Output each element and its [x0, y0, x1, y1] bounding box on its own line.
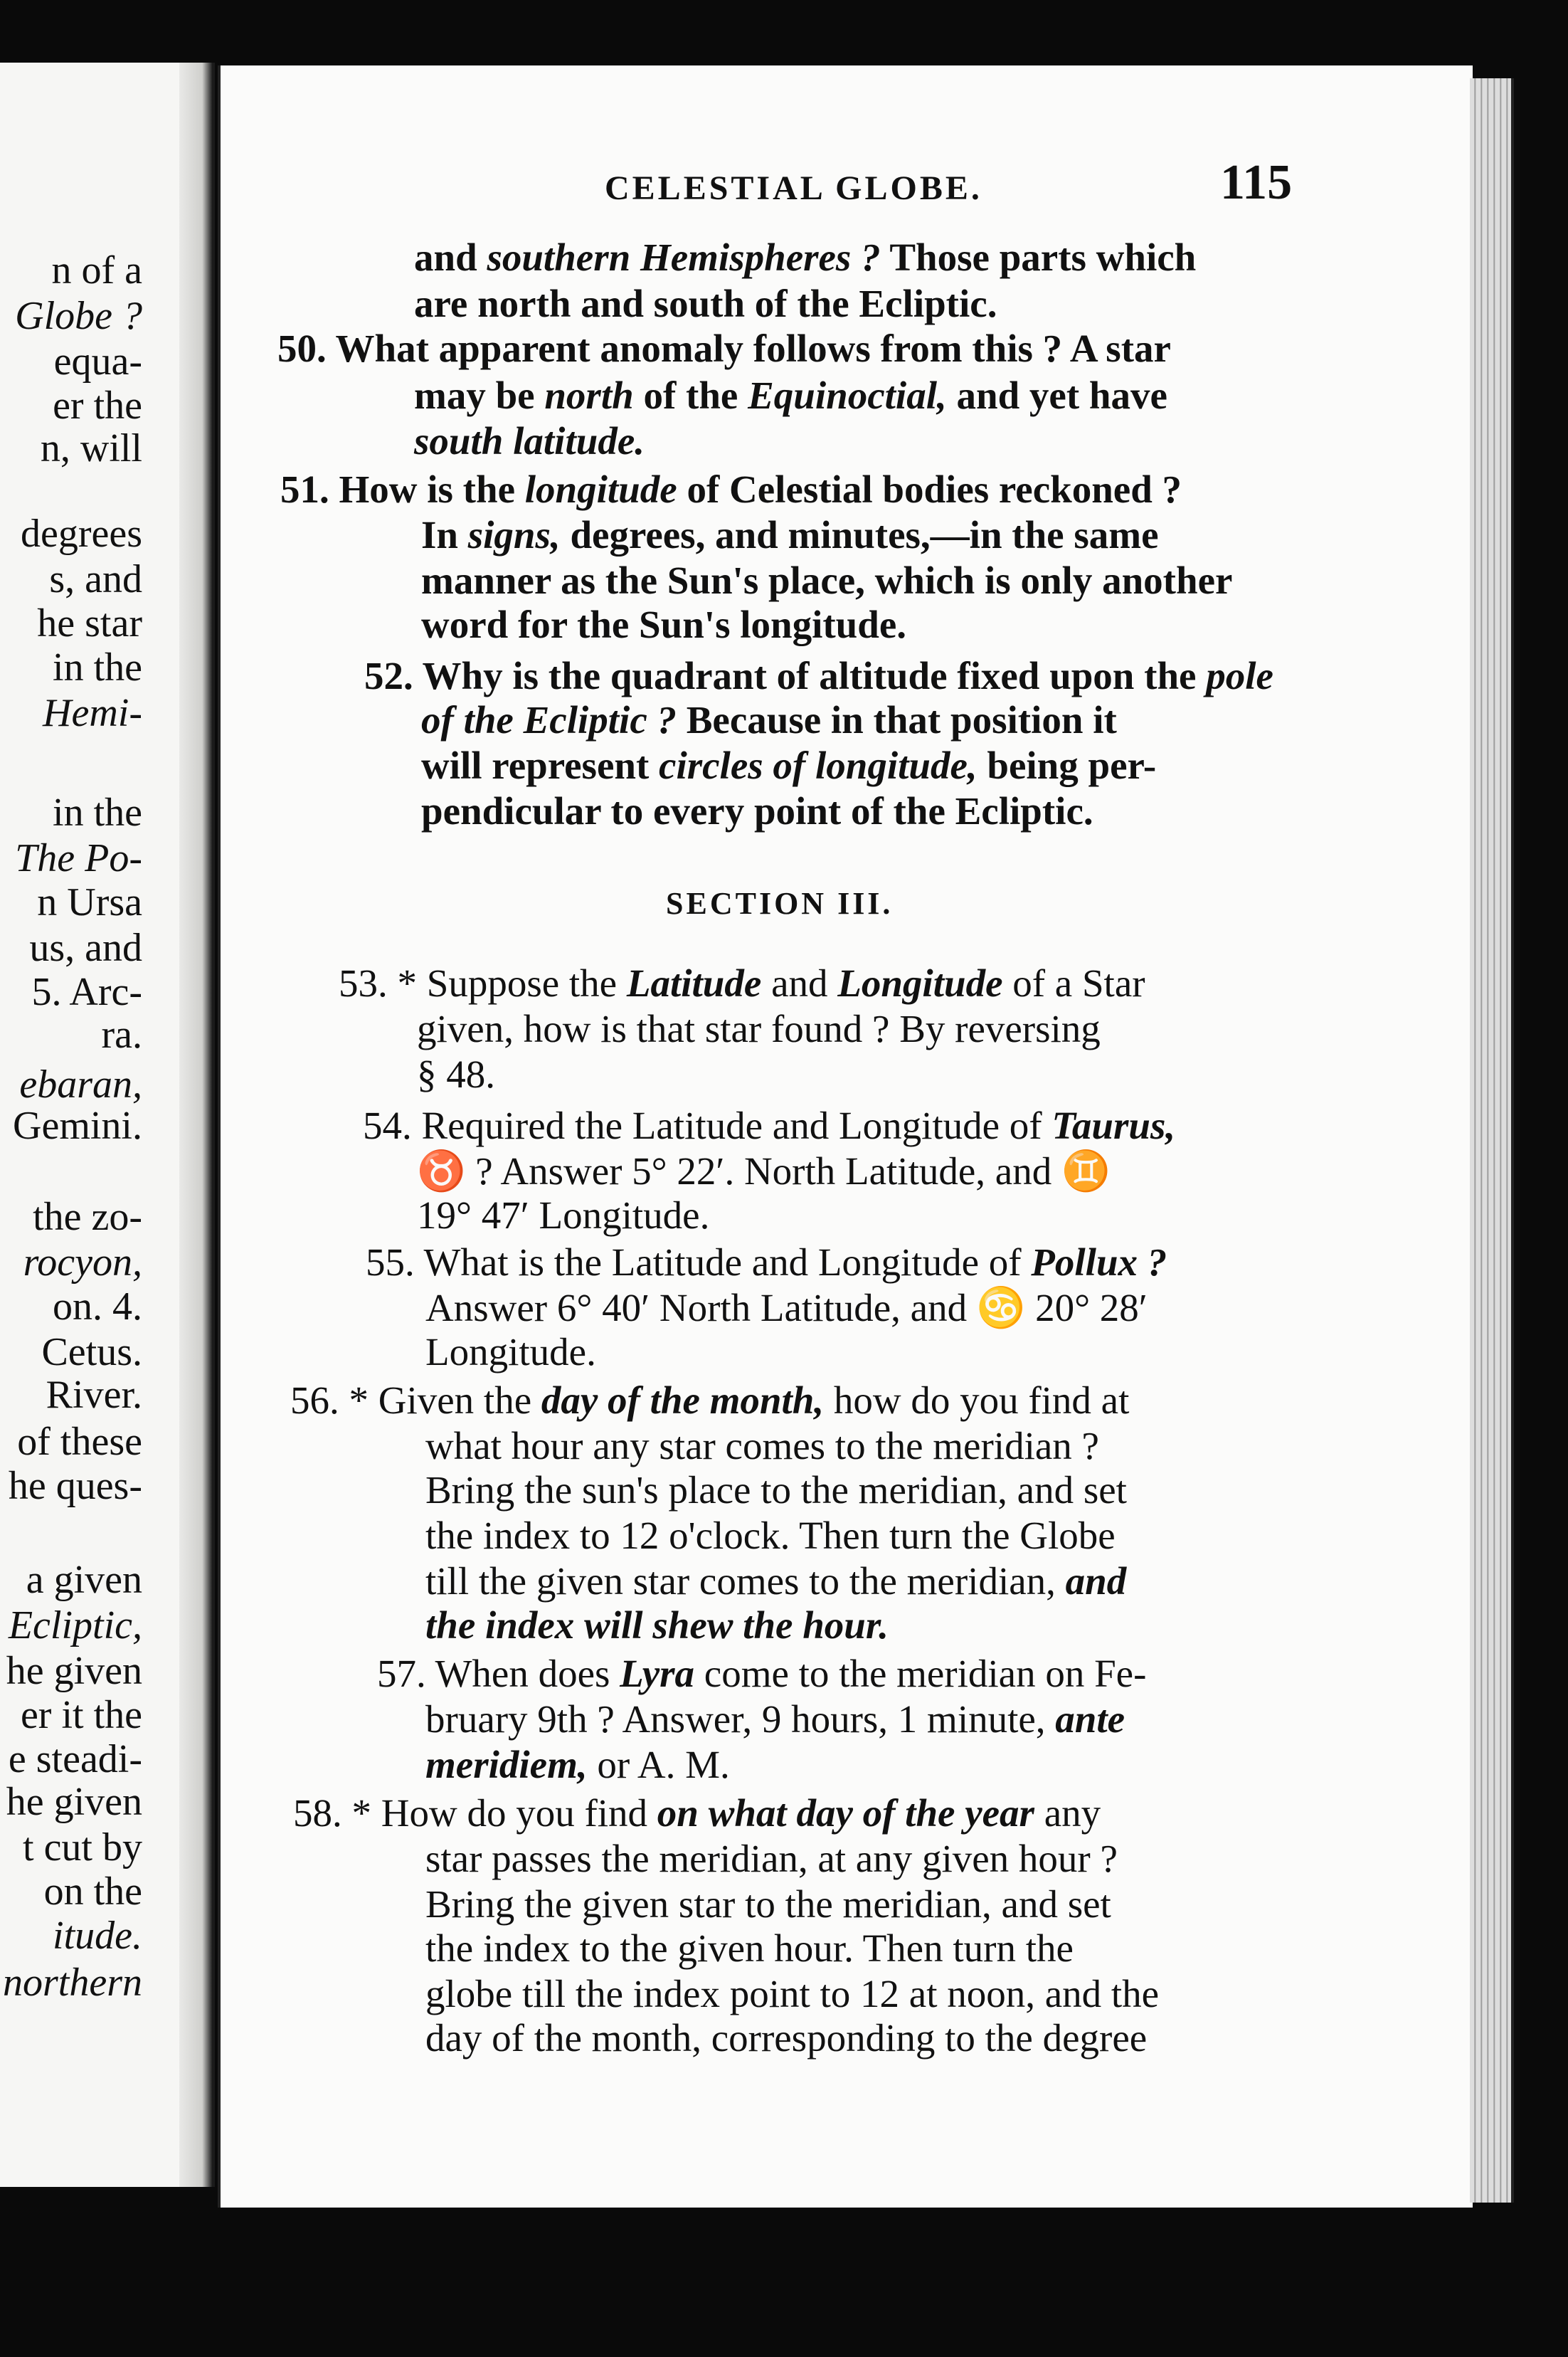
text-segment: § 48.: [417, 1053, 495, 1096]
text-segment: Longitude.: [425, 1330, 596, 1373]
text-segment: Answer 6° 40′ North Latitude, and ♋ 20° 28′: [425, 1286, 1148, 1329]
text-segment: Bring the given star to the meridian, and set: [425, 1882, 1111, 1926]
facing-page-line: rocyon,: [23, 1240, 142, 1285]
text-line: [417, 1006, 1101, 1052]
facing-page-line: Ecliptic,: [8, 1603, 142, 1647]
text-line: [421, 602, 906, 648]
text-segment: longitude: [524, 468, 677, 511]
text-segment: 55. What is the Latitude and Longitude of: [366, 1240, 1032, 1284]
facing-page-line: equa-: [53, 339, 142, 384]
facing-page-line: the zo-: [33, 1195, 142, 1239]
text-segment: 56. * Given the: [290, 1378, 541, 1422]
text-segment: day of the month, corresponding to the degree: [425, 2016, 1148, 2060]
facing-page-line: itude.: [53, 1914, 142, 1958]
text-segment: are north and south of the Ecliptic.: [414, 282, 997, 325]
text-segment: 57. When does: [377, 1652, 620, 1695]
facing-page-line: on the: [43, 1870, 142, 1914]
text-segment: Lyra: [620, 1652, 695, 1695]
text-segment: 54. Required the Latitude and Longitude of: [363, 1104, 1052, 1147]
text-segment: ♉ ? Answer 5° 22′. North Latitude, and ♊: [417, 1149, 1111, 1193]
text-line: [425, 1697, 1125, 1742]
text-line: [425, 1603, 889, 1648]
text-line: [421, 743, 1156, 789]
text-segment: 50. What apparent anomaly follows from this ?: [277, 327, 1063, 370]
facing-page-line: s, and: [49, 557, 142, 601]
text-segment: being per-: [977, 744, 1157, 787]
text-segment: 52. Why is the quadrant of altitude fixed upon the: [364, 654, 1207, 697]
text-segment: degrees, and minutes,—in the same: [560, 513, 1159, 557]
text-line: [280, 467, 1182, 512]
text-segment: how do you find at: [824, 1378, 1130, 1422]
facing-page-line: Hemi-: [43, 691, 142, 735]
facing-page-line: northern: [3, 1961, 142, 2005]
text-line: [414, 281, 997, 327]
facing-page-line: e steadi-: [8, 1737, 142, 1781]
facing-page-line: Globe ?: [15, 294, 142, 338]
text-segment: In: [421, 513, 468, 557]
facing-page-line: Cetus.: [41, 1330, 142, 1374]
section-heading: SECTION III.: [666, 886, 894, 921]
text-line: [425, 2015, 1147, 2061]
text-segment: Longitude: [837, 961, 1003, 1005]
page-number: 115: [1220, 155, 1293, 210]
facing-page-line: he ques-: [8, 1464, 142, 1508]
facing-page-line: Gemini.: [13, 1104, 142, 1148]
facing-page-line: er it the: [20, 1693, 142, 1737]
text-segment: Taurus,: [1051, 1104, 1176, 1147]
text-segment: of a Star: [1002, 961, 1145, 1005]
text-line: [421, 512, 1158, 558]
text-segment: signs,: [467, 513, 561, 557]
text-line: [290, 1378, 1129, 1423]
text-line: [417, 1193, 709, 1238]
facing-page-line: of these: [17, 1420, 142, 1464]
facing-page-line: he given: [6, 1780, 142, 1824]
text-segment: Equinoctial,: [748, 374, 947, 417]
facing-page-line: a given: [26, 1558, 142, 1602]
text-segment: on what day of the year: [657, 1791, 1034, 1835]
text-line: [421, 789, 1093, 834]
facing-page-line: ebaran,: [19, 1063, 142, 1107]
text-line: [363, 1103, 1175, 1149]
text-segment: or A. M.: [587, 1743, 730, 1786]
book-spine: [179, 63, 212, 2187]
text-segment: of the Ecliptic ?: [421, 698, 677, 742]
facing-page-line: in the: [53, 645, 142, 690]
text-segment: will represent: [421, 744, 659, 787]
text-segment: word for the Sun's longitude.: [421, 603, 907, 646]
text-segment: any: [1034, 1791, 1101, 1835]
facing-page-line: on. 4.: [53, 1285, 142, 1329]
text-segment: pendicular to every point of the Ecliptic.: [421, 789, 1093, 833]
text-segment: star passes the meridian, at any given hour ?: [425, 1837, 1118, 1880]
text-segment: Latitude: [626, 961, 762, 1005]
facing-page-line: 5. Arc-: [31, 970, 142, 1014]
facing-page-line: n of a: [51, 248, 142, 292]
text-line: [417, 1052, 495, 1097]
text-segment: and yet have: [946, 374, 1167, 417]
facing-page-line: t cut by: [23, 1825, 142, 1870]
text-segment: Those parts which: [880, 236, 1197, 279]
text-segment: Pollux ?: [1031, 1240, 1167, 1284]
page-edges: [1470, 78, 1514, 2203]
text-segment: 53. * Suppose the: [339, 961, 627, 1005]
text-line: [425, 1285, 1148, 1331]
facing-page-line: he star: [37, 601, 142, 645]
facing-page-line: ra.: [101, 1013, 142, 1057]
facing-page-line: The Po-: [15, 836, 142, 880]
text-line: [414, 373, 1167, 418]
text-segment: what hour any star comes to the meridian ?: [425, 1424, 1099, 1467]
text-segment: north: [544, 374, 634, 417]
text-segment: southern Hemispheres ?: [487, 236, 881, 279]
text-segment: manner as the Sun's place, which is only another: [421, 559, 1233, 602]
facing-page-line: River.: [46, 1373, 142, 1417]
text-line: [417, 1149, 1110, 1194]
text-line: [414, 418, 645, 464]
text-segment: 51. How is the: [280, 468, 525, 511]
text-line: [425, 1836, 1118, 1882]
text-segment: and: [414, 236, 487, 279]
text-line: [421, 697, 1117, 743]
text-line: [425, 1882, 1111, 1927]
text-line: [414, 235, 1196, 280]
text-segment: globe till the index point to 12 at noon, and the: [425, 1972, 1160, 2015]
facing-page-line: in the: [53, 791, 142, 835]
text-line: [421, 558, 1232, 603]
text-line: [425, 1467, 1127, 1513]
text-segment: come to the meridian on Fe-: [694, 1652, 1147, 1695]
text-segment: given, how is that star found ? By reversing: [417, 1007, 1101, 1050]
text-line: [425, 1423, 1099, 1469]
text-segment: and: [761, 961, 838, 1005]
text-line: [366, 1240, 1167, 1285]
facing-page-line: he given: [6, 1649, 142, 1693]
text-segment: till the given star comes to the meridian,: [425, 1559, 1066, 1603]
text-segment: 58. * How do you find: [293, 1791, 657, 1835]
text-line: [425, 1329, 596, 1375]
text-line: [425, 1742, 730, 1788]
text-segment: Bring the sun's place to the meridian, and set: [425, 1468, 1127, 1512]
text-segment: and: [1065, 1559, 1127, 1603]
facing-page-line: er the: [53, 384, 142, 428]
text-line: [425, 1926, 1074, 1971]
text-segment: south latitude.: [414, 419, 645, 463]
facing-page-line: us, and: [29, 926, 142, 970]
text-segment: meridiem,: [425, 1743, 588, 1786]
text-line: [364, 653, 1273, 699]
text-segment: pole: [1206, 654, 1273, 697]
text-segment: circles of longitude,: [659, 744, 978, 787]
text-line: [293, 1791, 1101, 1836]
text-segment: the index to the given hour. Then turn the: [425, 1926, 1074, 1970]
text-segment: bruary 9th ? Answer, 9 hours, 1 minute,: [425, 1697, 1056, 1741]
text-line: [425, 1971, 1159, 2017]
text-line: [377, 1651, 1146, 1697]
text-segment: Because in that position it: [676, 698, 1117, 742]
facing-page-line: n, will: [40, 426, 142, 470]
text-line: [425, 1559, 1126, 1604]
facing-page-line: degrees: [20, 512, 142, 556]
text-segment: ante: [1055, 1697, 1125, 1741]
text-segment: of the: [633, 374, 748, 417]
text-line: [339, 961, 1145, 1006]
text-line: [277, 326, 1171, 371]
text-segment: A star: [1062, 327, 1171, 370]
text-segment: 19° 47′ Longitude.: [417, 1193, 710, 1237]
text-segment: the index will shew the hour.: [425, 1603, 889, 1647]
facing-page-line: n Ursa: [37, 880, 142, 924]
text-segment: may be: [414, 374, 545, 417]
text-segment: day of the month,: [541, 1378, 825, 1422]
running-head: CELESTIAL GLOBE.: [605, 169, 982, 207]
text-line: [425, 1513, 1116, 1559]
text-segment: the index to 12 o'clock. Then turn the Globe: [425, 1514, 1116, 1557]
text-segment: of Celestial bodies reckoned ?: [677, 468, 1182, 511]
